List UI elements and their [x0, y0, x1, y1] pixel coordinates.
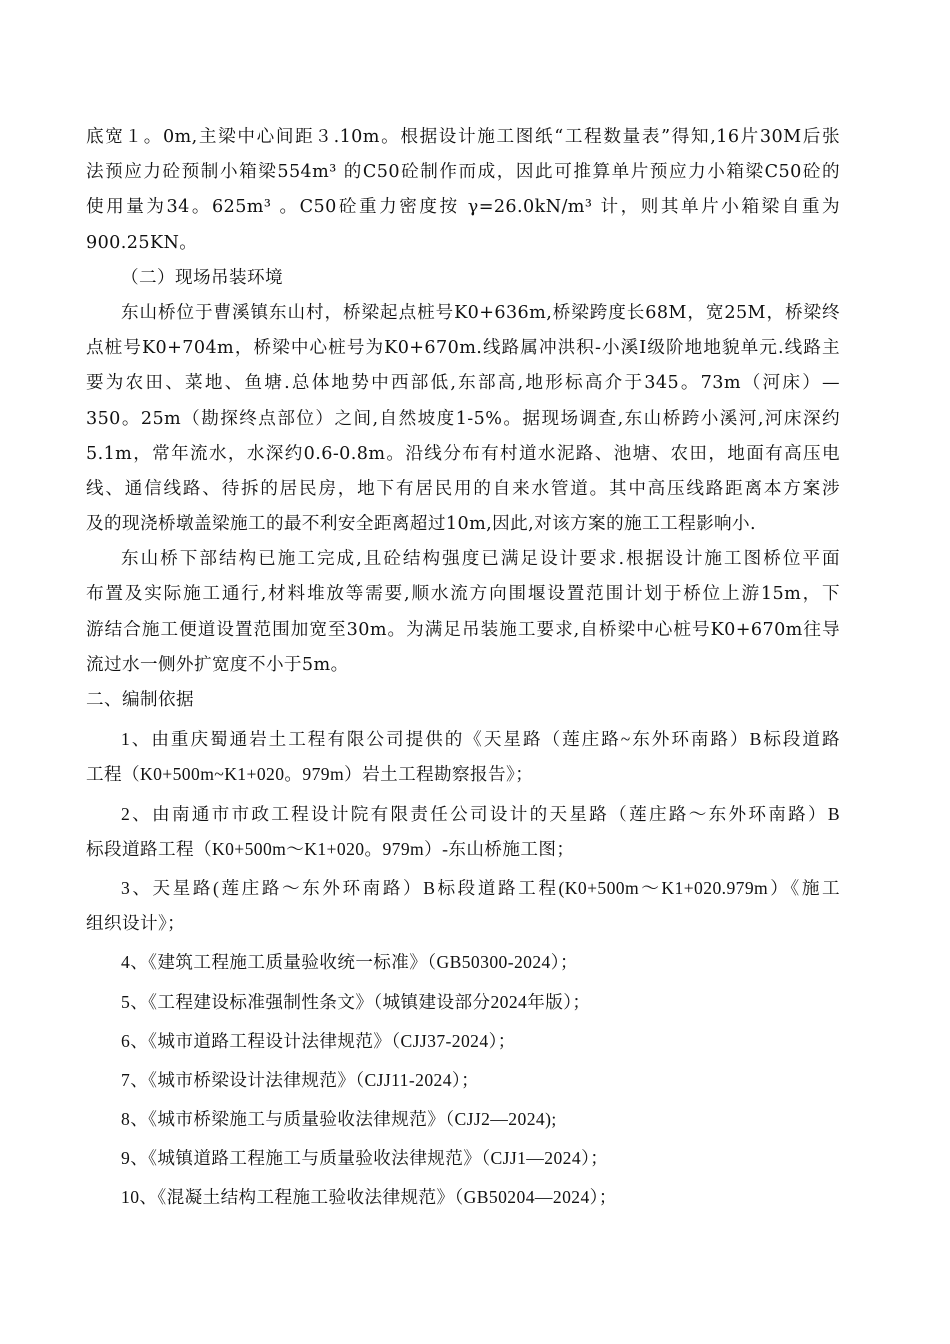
list-item [86, 1024, 840, 1059]
list-item [86, 945, 840, 980]
list-item-line: 3、天星路(莲庄路～东外环南路）B标段道路工程(K0+500m～K1+020.979m）《施工 [121, 877, 840, 898]
site-paragraph-1 [86, 296, 840, 542]
list-item-line: 1、由重庆蜀通岩土工程有限公司提供的《天星路（莲庄路~东外环南路）B标段道路 [121, 729, 840, 750]
list-item-line: 7、《城市桥梁设计法律规范》（CJJ11-2024）； [121, 1069, 480, 1090]
text-line: 游结合施工便道设置范围加宽至30m。为满足吊装施工要求,自桥梁中心桩号K0+670m往导 [86, 619, 840, 640]
text-line: 及的现浇桥墩盖梁施工的最不利安全距离超过10m,因此,对该方案的施工工程影响小. [86, 514, 757, 535]
list-item [86, 1180, 840, 1215]
list-item [86, 985, 840, 1020]
section-heading-basis: 二、编制依据 [86, 690, 194, 710]
list-item-line: 9、《城镇道路工程施工与质量验收法律规范》（CJJ1—2024）； [121, 1148, 609, 1169]
list-item-line: 标段道路工程（K0+500m～K1+020。979m）-东山桥施工图； [86, 838, 575, 859]
list-item [86, 871, 840, 941]
text-line: 东山桥位于曹溪镇东山村，桥梁起点桩号K0+636m,桥梁跨度长68M，宽25M，桥梁终 [121, 302, 840, 323]
basis-list [86, 722, 840, 1215]
text-line: 要为农田、菜地、鱼塘.总体地势中西部低,东部高,地形标高介于345。73m（河床）— [86, 373, 840, 394]
text-line: 布置及实际施工通行,材料堆放等需要,顺水流方向围堰设置范围计划于桥位上游15m，下 [86, 584, 840, 605]
site-paragraph-2 [86, 542, 840, 683]
list-item-line: 5、《工程建设标准强制性条文》（城镇建设部分2024年版）； [121, 991, 591, 1012]
list-item-line: 组织设计》； [86, 913, 186, 934]
text-line: 使用量为34。625m³ 。C50砼重力密度按 γ=26.0kN/m³ 计，则其单片小箱梁自重为 [86, 197, 840, 218]
list-item-line: 工程（K0+500m~K1+020。979m）岩土工程勘察报告》； [86, 764, 534, 785]
list-item [86, 1102, 840, 1137]
list-item-line: 10、《混凝土结构工程施工验收法律规范》（GB50204—2024）； [121, 1187, 617, 1208]
text-line: 900.25KN。 [86, 232, 198, 253]
text-line: 法预应力砼预制小箱梁554m³ 的C50砼制作而成，因此可推算单片预应力小箱梁C50砼的 [86, 162, 840, 183]
list-item [86, 1141, 840, 1176]
text-line: 线、通信线路、待拆的居民房，地下有居民用的自来水管道。其中高压线路距离本方案涉 [86, 478, 840, 499]
text-line: 流过水一侧外扩宽度不小于5m。 [86, 654, 349, 675]
list-item-line: 4、《建筑工程施工质量验收统一标准》（GB50300-2024）； [121, 952, 578, 973]
list-item-line: 6、《城市道路工程设计法律规范》（CJJ37-2024）； [121, 1030, 516, 1051]
text-line: 东山桥下部结构已施工完成,且砼结构强度已满足设计要求.根据设计施工图桥位平面 [121, 549, 840, 570]
section-heading-site: （二）现场吊装环境 [121, 267, 283, 288]
text-line: 点桩号K0+704m，桥梁中心桩号为K0+670m.线路属冲洪积-小溪Ⅰ级阶地地貌单元.线路主 [86, 338, 840, 359]
list-item [86, 797, 840, 867]
intro-paragraph [86, 120, 840, 261]
list-item [86, 722, 840, 792]
document-page [86, 120, 840, 1216]
text-line: 底宽１。0m,主梁中心间距３.10m。根据设计施工图纸“工程数量表”得知,16片30M后张 [86, 127, 840, 147]
list-item [86, 1063, 840, 1098]
list-item-line: 2、由南通市市政工程设计院有限责任公司设计的天星路（莲庄路～东外环南路）B [121, 803, 840, 824]
list-item-line: 8、《城市桥梁施工与质量验收法律规范》（CJJ2—2024); [121, 1109, 557, 1130]
text-line: 5.1m，常年流水，水深约0.6-0.8m。沿线分布有村道水泥路、池塘、农田，地面有高压电 [86, 443, 840, 464]
text-line: 350。25m（勘探终点部位）之间,自然坡度1-5%。据现场调查,东山桥跨小溪河,河床深约 [86, 408, 840, 429]
